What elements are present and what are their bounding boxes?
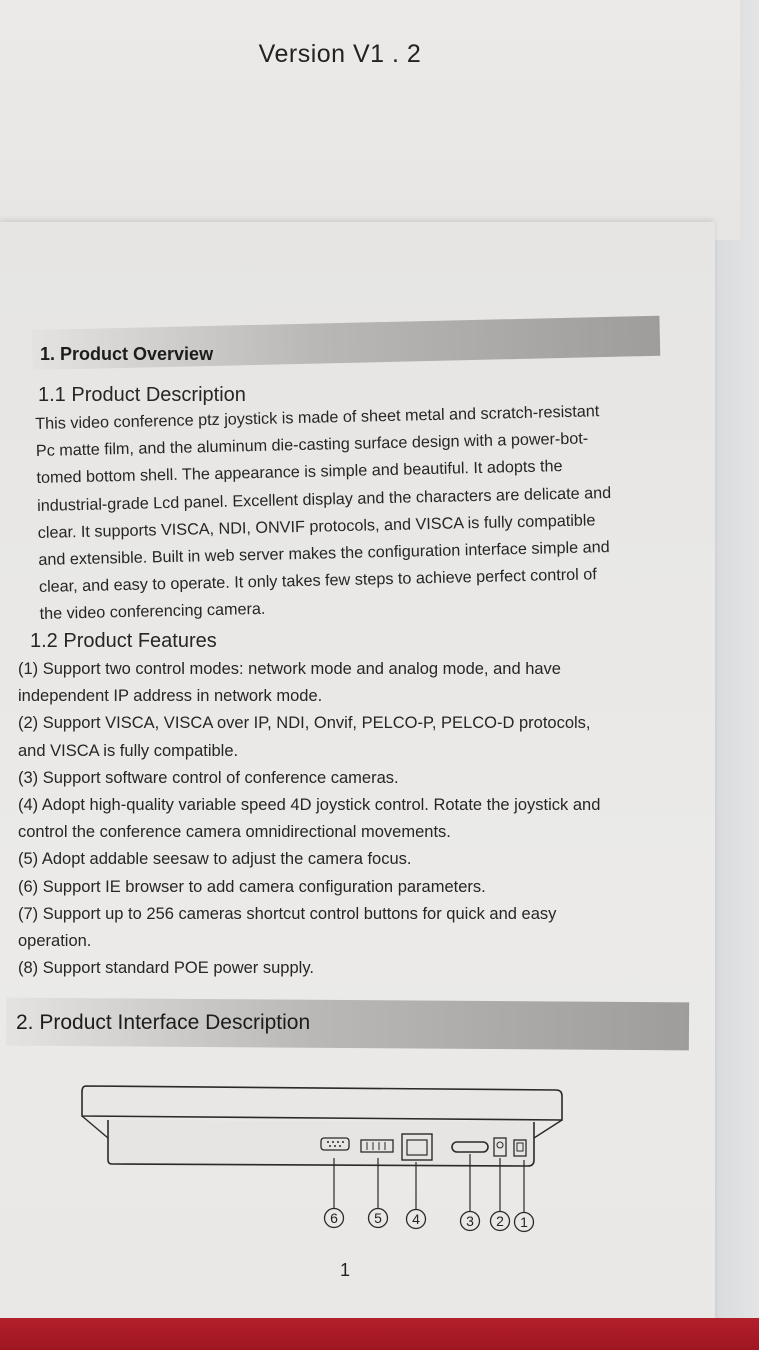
top-sheet bbox=[0, 0, 740, 240]
feature-line: (1) Support two control modes: network mode and analog mode, and have bbox=[18, 660, 561, 678]
interface-diagram bbox=[78, 1078, 568, 1248]
feature-line: (6) Support IE browser to add camera configuration parameters. bbox=[18, 877, 486, 896]
description-line: tomed bottom shell. The appearance is simple and beautiful. It adopts the bbox=[36, 457, 563, 488]
feature-line: and VISCA is fully compatible. bbox=[18, 741, 239, 760]
callout-6 bbox=[325, 1209, 344, 1228]
callout-1 bbox=[515, 1213, 534, 1232]
description-line: This video conference ptz joystick is made of sheet metal and scratch-resistant bbox=[35, 402, 600, 433]
feature-line: control the conference camera omnidirectional movements. bbox=[18, 823, 451, 842]
svg-text:1: 1 bbox=[520, 1214, 528, 1230]
svg-text:4: 4 bbox=[412, 1211, 420, 1227]
callout-5 bbox=[369, 1209, 388, 1228]
description-line: and extensible. Built in web server makes the configuration interface simple and bbox=[38, 538, 610, 569]
section2-title: 2. Product Interface Description bbox=[16, 1011, 311, 1034]
description-line: clear. It supports VISCA, NDI, ONVIF protocols, and VISCA is fully compatible bbox=[37, 511, 596, 542]
feature-line: independent IP address in network mode. bbox=[18, 687, 323, 706]
description-line: clear, and easy to operate. It only takes few steps to achieve perfect control of bbox=[38, 565, 597, 597]
page-number: 1 bbox=[340, 1260, 351, 1280]
product-features-list bbox=[18, 656, 698, 982]
feature-line: (8) Support standard POE power supply. bbox=[18, 959, 314, 978]
callout-2 bbox=[491, 1212, 510, 1231]
svg-text:6: 6 bbox=[330, 1210, 338, 1226]
description-line: industrial-grade Lcd panel. Excellent display and the characters are delicate and bbox=[36, 483, 612, 515]
svg-text:2: 2 bbox=[496, 1213, 504, 1229]
feature-line: (2) Support VISCA, VISCA over IP, NDI, Onvif, PELCO-P, PELCO-D protocols, bbox=[18, 714, 591, 733]
red-surface bbox=[0, 1318, 759, 1350]
callout-4 bbox=[407, 1210, 426, 1229]
product-description-text bbox=[35, 396, 680, 628]
svg-text:5: 5 bbox=[374, 1210, 382, 1226]
feature-line: (3) Support software control of conference cameras. bbox=[18, 768, 399, 787]
version-title: Version V1 . 2 bbox=[258, 40, 422, 68]
product-features-heading: 1.2 Product Features bbox=[30, 630, 217, 652]
section1-title: 1. Product Overview bbox=[40, 344, 214, 364]
feature-line: operation. bbox=[18, 932, 92, 951]
svg-text:3: 3 bbox=[466, 1213, 474, 1229]
description-line: the video conferencing camera. bbox=[39, 600, 266, 624]
description-line: Pc matte film, and the aluminum die-casting surface design with a power-bot- bbox=[35, 429, 589, 461]
feature-line: (5) Adopt addable seesaw to adjust the camera focus. bbox=[18, 850, 412, 869]
callout-3 bbox=[461, 1212, 480, 1231]
feature-line: (4) Adopt high-quality variable speed 4D joystick control. Rotate the joystick and bbox=[18, 796, 601, 815]
feature-line: (7) Support up to 256 cameras shortcut control buttons for quick and easy bbox=[18, 904, 557, 923]
product-description-heading: 1.1 Product Description bbox=[38, 384, 246, 406]
